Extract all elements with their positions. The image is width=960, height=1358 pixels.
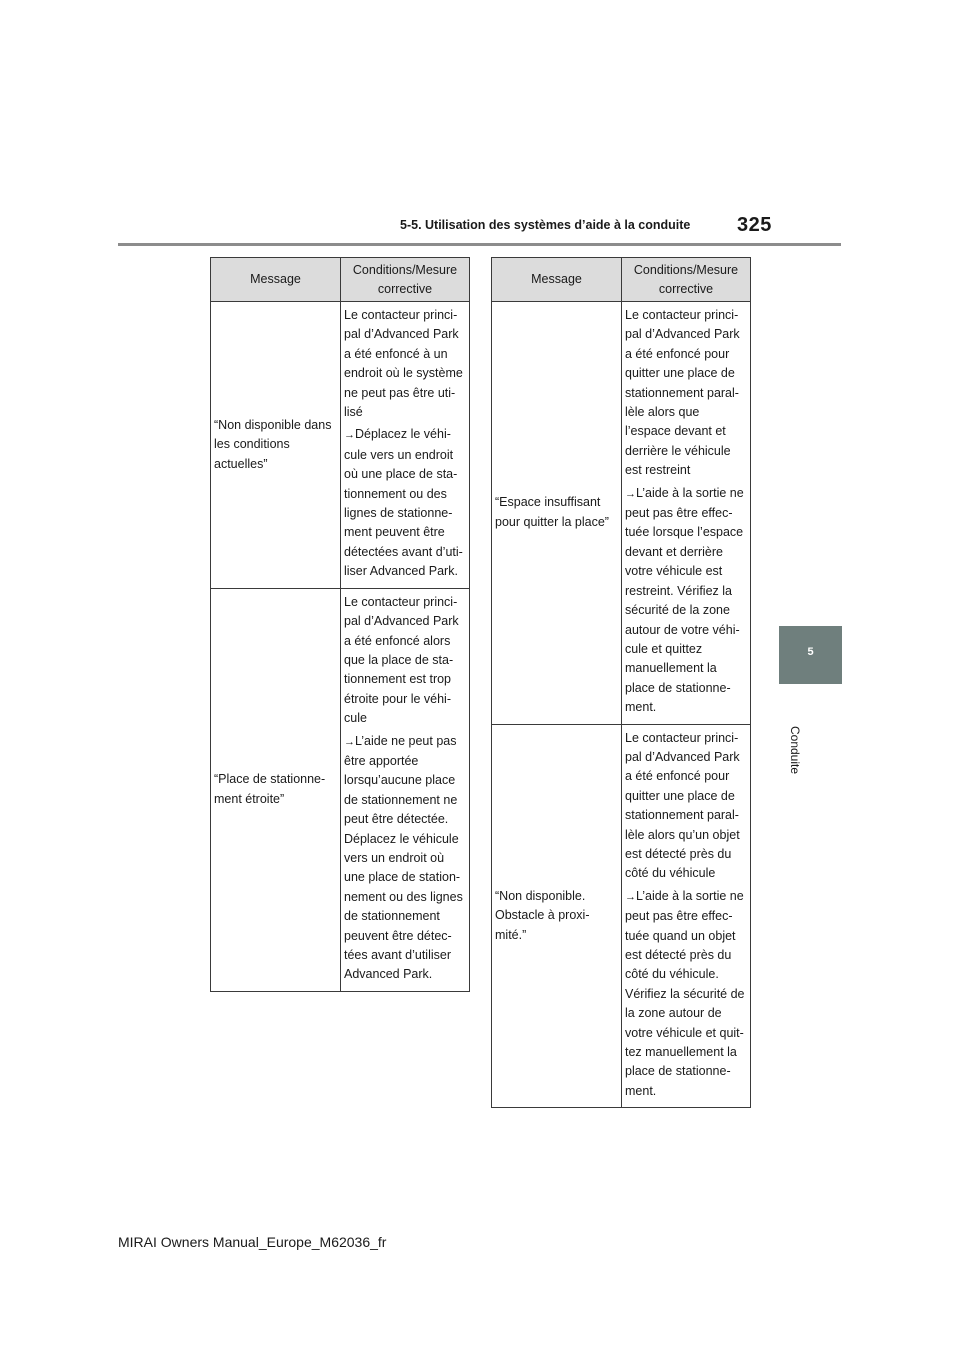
message-table-right <box>491 257 751 1108</box>
right-arrow-icon: → <box>344 735 355 748</box>
condition-text: Le contacteur princi-pal d’Advanced Park a été enfoncé pour quitter une place de stationnement paral-lèle alors que l’espace devant et derrière le véhicule est restreint <box>625 308 740 478</box>
corrective-action-text: L’aide ne peut pas être apportée lorsqu’aucune place de stationnement ne peut être détectée. Déplacez le véhicule vers un endroit où une place de station-nement ou des lignes de stationnement peuvent être détec-tées avant d’utiliser Advanced Park. <box>344 733 463 982</box>
right-arrow-icon: → <box>625 487 636 500</box>
chapter-tab[interactable] <box>779 626 842 684</box>
chapter-number: 5 <box>807 646 814 658</box>
conditions-cell <box>341 588 470 991</box>
conditions-cell <box>341 302 470 589</box>
message-table-left <box>210 257 470 992</box>
table-row <box>211 588 470 991</box>
message-cell: “Non disponible dans les conditions actuelles” <box>211 302 341 589</box>
message-cell: “Espace insuffisant pour quitter la place” <box>492 302 622 725</box>
page-number: 325 <box>737 214 772 236</box>
message-cell: “Non disponible. Obstacle à proxi-mité.” <box>492 724 622 1108</box>
message-cell: “Place de stationne-ment étroite” <box>211 588 341 991</box>
table-header-row <box>211 258 470 302</box>
corrective-action <box>625 887 747 1101</box>
table-header-row <box>492 258 751 302</box>
corrective-action <box>344 425 466 581</box>
chapter-label: Conduite <box>788 725 803 775</box>
conditions-cell <box>622 302 751 725</box>
chapter-label-container <box>780 720 810 780</box>
condition-text: Le contacteur princi-pal d’Advanced Park a été enfoncé alors que la place de sta-tionnement est trop étroite pour le véhi-cule <box>344 594 459 726</box>
corrective-action-text: L’aide à la sortie ne peut pas être effec-tuée lorsque l’espace devant et derrière votre véhicule est restreint. Vérifiez la sécurité de la zone autour de votre véhi-cule et quittez manuellement la place de stationne-ment. <box>625 485 744 715</box>
column-header-conditions: Conditions/Mesure corrective <box>622 258 751 302</box>
table-row <box>211 302 470 589</box>
table-row <box>492 724 751 1108</box>
condition-text: Le contacteur princi-pal d’Advanced Park a été enfoncé à un endroit où le système ne peut pas être uti-lisé <box>344 308 463 420</box>
footer-manual-id: MIRAI Owners Manual_Europe_M62036_fr <box>118 1234 387 1250</box>
section-title: 5-5. Utilisation des systèmes d’aide à la conduite <box>400 218 691 232</box>
column-header-message: Message <box>211 258 341 302</box>
condition-text: Le contacteur princi-pal d’Advanced Park a été enfoncé pour quitter une place de stationnement paral-lèle alors qu’un objet est détecté près du côté du véhicule <box>625 730 740 881</box>
table-row <box>492 302 751 725</box>
column-header-conditions: Conditions/Mesure corrective <box>341 258 470 302</box>
corrective-action <box>625 484 747 718</box>
corrective-action <box>344 732 466 985</box>
right-arrow-icon: → <box>625 890 636 903</box>
corrective-action-text: L’aide à la sortie ne peut pas être effec-tuée quand un objet est détecté près du côté du véhicule. Vérifiez la sécurité de la zone autour de votre véhicule et quit-tez manuellement la place de stationne-ment. <box>625 888 745 1098</box>
conditions-cell <box>622 724 751 1108</box>
corrective-action-text: Déplacez le véhi-cule vers un endroit où une place de sta-tionnement ou des lignes de stationne-ment peuvent être détectées avant d’uti-liser Advanced Park. <box>344 427 463 579</box>
column-header-message: Message <box>492 258 622 302</box>
header-divider <box>118 243 841 246</box>
right-arrow-icon: → <box>344 429 355 442</box>
